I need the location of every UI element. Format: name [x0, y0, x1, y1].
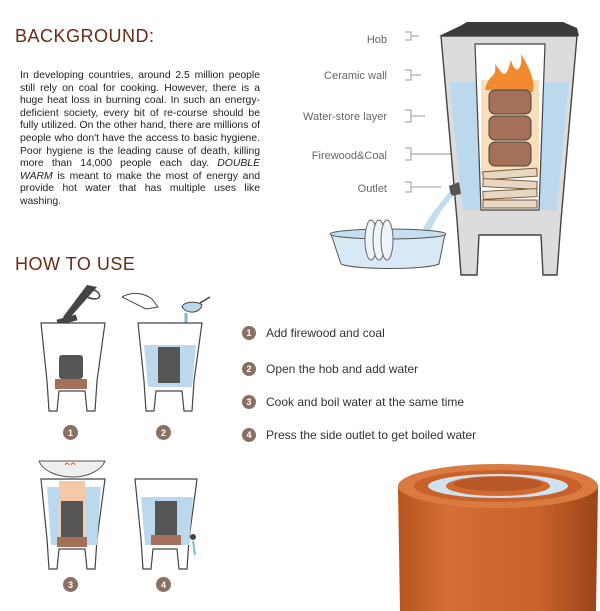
- background-body-after: is meant to make the most of energy and provide hot water that has multiple uses like washing.: [20, 170, 260, 207]
- stove-cross-section-diagram: [325, 20, 595, 282]
- hob-shape: [439, 22, 579, 36]
- label-ceramic-wall: Ceramic wall: [324, 70, 387, 82]
- step-4: [242, 428, 476, 442]
- stage-4-badge: 4: [156, 577, 171, 592]
- water-scoop: [182, 302, 202, 312]
- step-1: [242, 326, 385, 340]
- step-3-text: Cook and boil water at the same time: [266, 395, 465, 409]
- stage-3-badge: 3: [63, 577, 78, 592]
- step-2: [242, 362, 418, 376]
- background-paragraph: [20, 70, 260, 209]
- stage-1-badge: 1: [63, 425, 78, 440]
- firewood: [55, 379, 87, 389]
- step-1-number: 1: [242, 326, 256, 340]
- step-3: [242, 395, 464, 409]
- product-render: [392, 462, 600, 611]
- background-heading: BACKGROUND:: [15, 26, 155, 46]
- coal-stack: [158, 347, 180, 383]
- step-3-number: 3: [242, 395, 256, 409]
- step-4-number: 4: [242, 428, 256, 442]
- outlet-button: [190, 534, 196, 540]
- tongs-shape: [63, 285, 97, 321]
- stage-1-illustration: [35, 283, 110, 413]
- stage-2-illustration: [122, 283, 212, 413]
- step-2-text: Open the hob and add water: [266, 362, 419, 376]
- product-name: DOUBLE WARM: [20, 158, 260, 182]
- background-body-before: In developing countries, around 2.5 million people still rely on coal for cooking. However, there is a huge heat loss in burning coal. In such an energy-deficient society, every bit of re-course should be fully utilized. On the other hand, there are millions of people who don't have the access to basic hygiene. Poor hygiene is the leading cause of death, killing more than 14,000 people each day.: [20, 70, 260, 170]
- stage-4-illustration: [125, 457, 205, 572]
- plates: [365, 220, 393, 260]
- how-to-use-heading: HOW TO USE: [15, 254, 136, 274]
- stage-3-illustration: [35, 457, 110, 572]
- label-hob: Hob: [366, 34, 387, 46]
- stage-2-badge: 2: [156, 425, 171, 440]
- coal-block: [59, 355, 83, 379]
- step-2-number: 2: [242, 362, 256, 376]
- hand-shape: [122, 293, 158, 309]
- label-outlet: Outlet: [357, 183, 387, 195]
- step-4-text: Press the side outlet to get boiled water: [266, 428, 477, 442]
- label-water-store-layer: Water-store layer: [303, 111, 387, 123]
- coal-briquettes: [489, 90, 531, 166]
- step-1-text: Add firewood and coal: [266, 326, 385, 340]
- label-firewood-coal: Firewood&Coal: [311, 150, 387, 162]
- water-stream: [421, 192, 453, 236]
